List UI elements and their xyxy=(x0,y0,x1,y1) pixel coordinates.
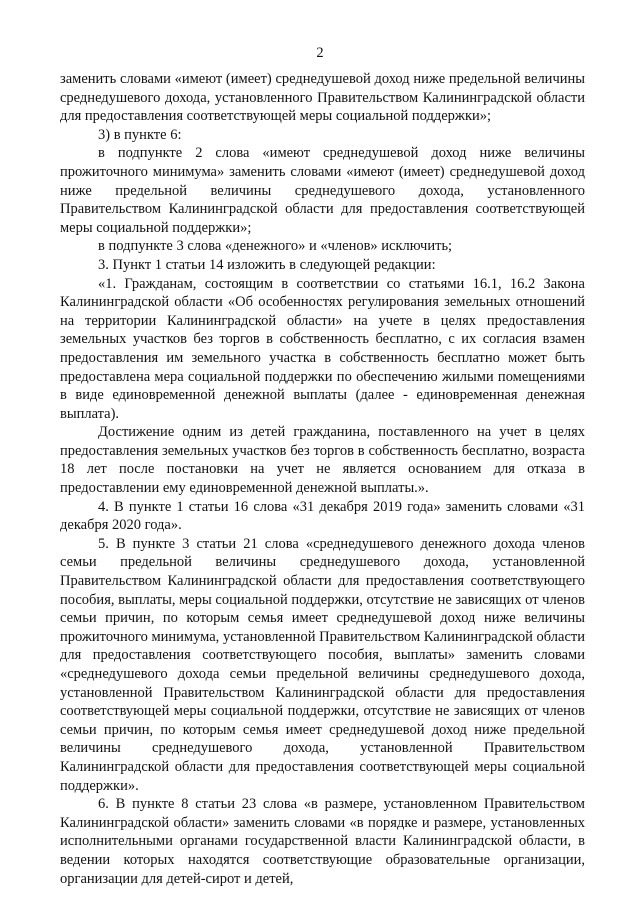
document-body xyxy=(60,70,585,888)
paragraph-1: заменить словами «имеют (имеет) среднедушевой доход ниже предельной величины среднедушевого дохода, установленного Правительством Калининградской области для предоставления соответствующей меры социальной поддержки»; xyxy=(60,71,585,125)
paragraph-6: «1. Гражданам, состоящим в соответствии со статьями 16.1, 16.2 Закона Калининградской области «Об особенностях регулирования земельных отношений на территории Калининградской области» на учете в целях предоставления земельных участков без торгов в собственность бесплатно, с их согласия взамен предоставления им земельного участка в собственность бесплатно может быть предоставлена мера социальной поддержки по обеспечению жилыми помещениями в виде единовременной денежной выплаты (далее - единовременная денежная выплата). xyxy=(60,275,585,422)
paragraph-7: Достижение одним из детей гражданина, поставленного на учет в целях предоставления земельных участков без торгов в собственность бесплатно, возраста 18 лет после постановки на учет не является основанием для отказа в предоставлении ему единовременной денежной выплаты.». xyxy=(60,424,585,497)
paragraph-5: 3. Пункт 1 статьи 14 изложить в следующей редакции: xyxy=(98,256,436,273)
paragraph-4: в подпункте 3 слова «денежного» и «членов» исключить; xyxy=(98,238,453,255)
paragraph-3: в подпункте 2 слова «имеют среднедушевой доход ниже величины прожиточного минимума» заменить словами «имеют (имеет) среднедушевой доход ниже предельной величины среднедушевого дохода, установленного Правительством Калининградской области для предоставления соответствующей меры социальной поддержки»; xyxy=(60,145,585,236)
paragraph-9: 5. В пункте 3 статьи 21 слова «среднедушевого денежного дохода членов семьи предельной величины среднедушевого дохода, установленной Правительством Калининградской области для предоставления соответствующего пособия, выплаты, меры социальной поддержки, отсутствие не зависящих от членов семьи причин, по которым семья имеет среднедушевой доход ниже величины прожиточного минимума, установленной Правительством Калининградской области для предоставления соответствующего пособия, выплаты» заменить словами «среднедушевого дохода семьи предельной величины среднедушевого дохода, установленной Правительством Калининградской области для предоставления соответствующей меры социальной поддержки, отсутствие не зависящих от членов семьи причин, по которым семья имеет среднедушевой доход ниже предельной величины среднедушевого дохода, установленной Правительством Калининградской области для предоставления соответствующей меры социальной поддержки». xyxy=(60,535,585,794)
page-number: 2 xyxy=(316,45,324,61)
paragraph-10: 6. В пункте 8 статьи 23 слова «в размере, установленном Правительством Калининградской области» заменить словами «в порядке и размере, установленных исполнительными органами государственной власти Калининградской области, в ведении которых находятся соответствующие образовательные организации, организации для детей-сирот и детей, xyxy=(60,796,585,887)
paragraph-8: 4. В пункте 1 статьи 16 слова «31 декабря 2019 года» заменить словами «31 декабря 2020 года». xyxy=(60,498,585,534)
paragraph-2: 3) в пункте 6: xyxy=(98,126,182,143)
